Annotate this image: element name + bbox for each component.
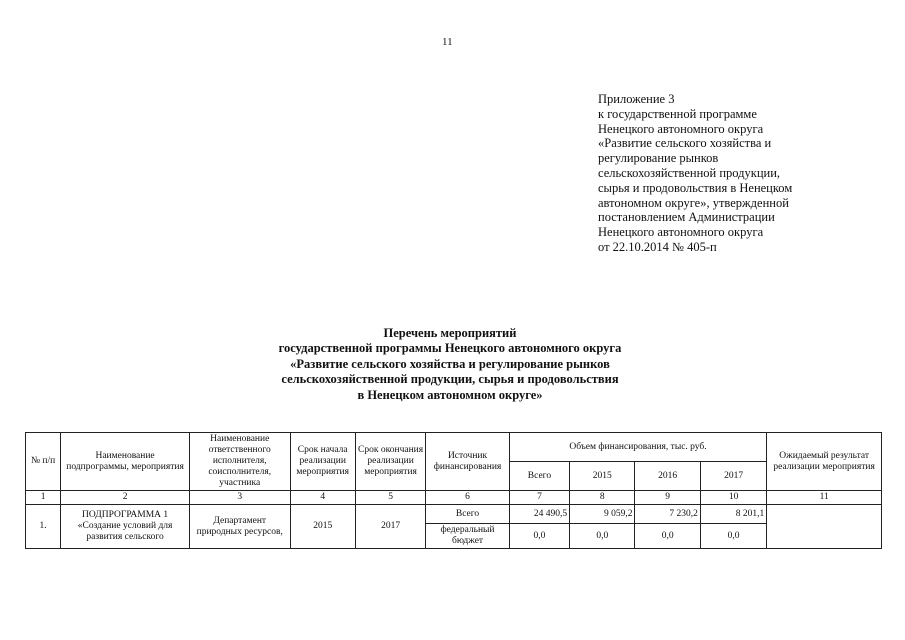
header-2017: 2017: [700, 462, 766, 491]
appendix-line: «Развитие сельского хозяйства и: [598, 136, 772, 151]
header-name: Наименование подпрограммы, мероприятия: [61, 433, 190, 491]
column-number: 10: [700, 491, 766, 505]
header-2015: 2015: [570, 462, 635, 491]
appendix-line: постановлением Администрации: [598, 210, 775, 225]
measures-table: [25, 432, 882, 549]
column-number: 9: [635, 491, 700, 505]
column-number: 1: [26, 491, 61, 505]
column-number: 3: [189, 491, 290, 505]
title-line: государственной программы Ненецкого автономного округа: [278, 341, 622, 356]
appendix-line: сельскохозяйственной продукции,: [598, 165, 781, 180]
row-end: 2017: [355, 505, 425, 549]
header-funding-group: Объем финансирования, тыс. руб.: [509, 433, 767, 462]
row-2015-all: 9 059,2: [570, 505, 635, 524]
row-2017-all: 8 201,1: [700, 505, 766, 524]
header-start: Срок начала реализации мероприятия: [290, 433, 355, 491]
header-end: Срок окончания реализации мероприятия: [355, 433, 425, 491]
appendix-line: сырья и продовольствия в Ненецком: [598, 180, 793, 195]
column-number: 8: [570, 491, 635, 505]
header-total: Всего: [509, 462, 569, 491]
column-number: 5: [355, 491, 425, 505]
appendix-block: [598, 92, 858, 255]
row-2015-federal: 0,0: [570, 524, 635, 549]
appendix-line: Ненецкого автономного округа: [598, 225, 764, 240]
column-number: 4: [290, 491, 355, 505]
column-number: 11: [767, 491, 882, 505]
title-line: сельскохозяйственной продукции, сырья и продовольствия: [281, 372, 619, 387]
row-2016-all: 7 230,2: [635, 505, 700, 524]
row-result: [767, 505, 882, 549]
row-name: ПОДПРОГРАММА 1 «Создание условий для развития сельского: [61, 505, 190, 549]
row-source-total: Всего: [426, 505, 509, 524]
header-source: Источник финансирования: [426, 433, 509, 491]
header-executor: Наименование ответственного исполнителя, соисполнителя, участника: [189, 433, 290, 491]
appendix-line: регулирование рынков: [598, 151, 719, 166]
title-line: Перечень мероприятий: [383, 326, 517, 340]
row-2016-federal: 0,0: [635, 524, 700, 549]
appendix-line: от 22.10.2014 № 405-п: [598, 239, 717, 254]
title-line: в Ненецком автономном округе»: [357, 387, 543, 402]
row-2017-federal: 0,0: [700, 524, 766, 549]
column-number: 7: [509, 491, 569, 505]
row-executor: Департамент природных ресурсов,: [189, 505, 290, 549]
appendix-line: Ненецкого автономного округа: [598, 121, 764, 136]
column-number: 6: [426, 491, 509, 505]
column-number: 2: [61, 491, 190, 505]
appendix-line: к государственной программе: [598, 106, 757, 121]
header-result: Ожидаемый результат реализации мероприятия: [767, 433, 882, 491]
header-num: № п/п: [26, 433, 61, 491]
row-start: 2015: [290, 505, 355, 549]
title-line: «Развитие сельского хозяйства и регулирование рынков: [290, 356, 610, 371]
row-source-federal: федеральный бюджет: [426, 524, 509, 549]
appendix-line: автономном округе», утвержденной: [598, 195, 789, 210]
header-2016: 2016: [635, 462, 700, 491]
document-title: [200, 326, 700, 403]
appendix-line: Приложение 3: [598, 92, 675, 106]
row-num: 1.: [26, 505, 61, 549]
page-number: 11: [442, 36, 453, 48]
row-total-all: 24 490,5: [509, 505, 569, 524]
row-total-federal: 0,0: [509, 524, 569, 549]
